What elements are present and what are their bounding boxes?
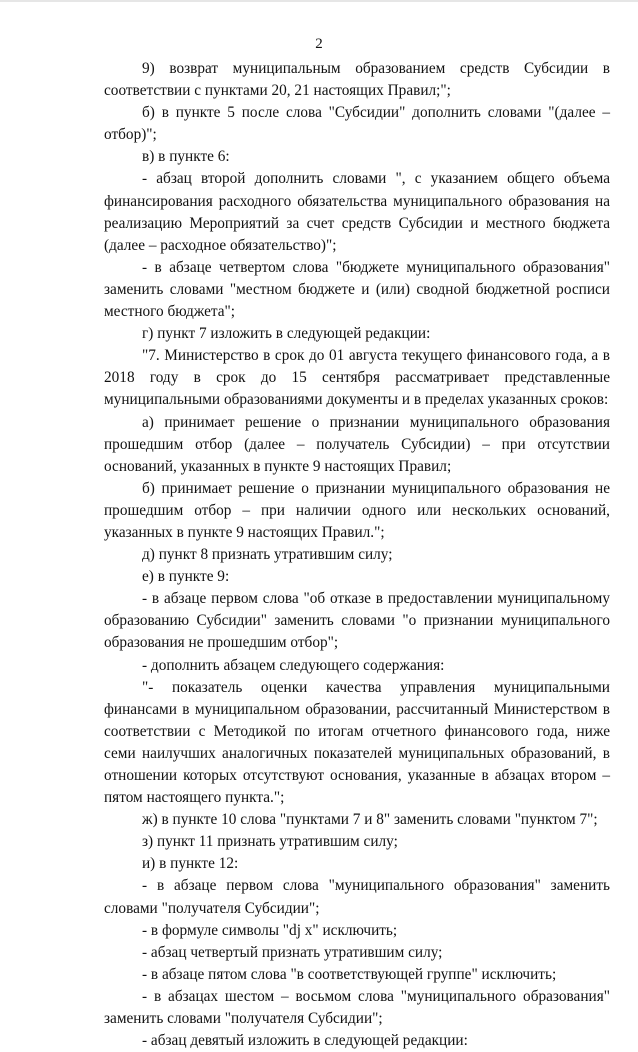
paragraph-point-9-new-abzac: "- показатель оценки качества управления муниципальными финансами в муниципальном образовании, рассчитанный Министерством в соответствии с Методикой по итогам отчетного финансового года, ниже семи наилучших аналогичных показателей муниципальных образований, в отношении которых отсутствуют основания, указанные в абзацах втором – пятом настоящего пункта."; (104, 678, 610, 807)
scan-edge-divider (0, 0, 638, 2)
paragraph-zh-point-10: ж) в пункте 10 слова "пунктами 7 и 8" заменить словами "пунктом 7"; (142, 811, 598, 829)
paragraph-point-12-abzac-9: - абзац девятый изложить в следующей редакции: (142, 1032, 468, 1050)
paragraph-point-6-abzac-2: - абзац второй дополнить словами ", с указанием общего объема финансирования расходного обязательства муниципального образования на реализацию Мероприятий за счет средств Субсидии и местного бюджета (далее – расходное обязательство)"; (104, 170, 610, 254)
paragraph-point-12-abzac-6-8: - в абзацах шестом – восьмом слова "муниципального образования" заменить словами "получателя Субсидии"; (104, 987, 610, 1028)
paragraph-point-9-abzac-1: - в абзаце первом слова "об отказе в предоставлении муниципальному образованию Субсидии" заменить словами "о признании муниципального образования не прошедшим отбор"; (104, 590, 610, 652)
paragraph-point-12-abzac-1: - в абзаце первом слова "муниципального образования" заменить словами "получателя Субсидии"; (104, 877, 610, 917)
paragraph-point-12-formula: - в формуле символы "dj x" исключить; (142, 921, 398, 939)
paragraph-e-point-9: е) в пункте 9: (142, 568, 230, 586)
paragraph-z-point-11: з) пункт 11 признать утратившим силу; (142, 833, 398, 851)
paragraph-point-6-abzac-4: - в абзаце четвертом слова "бюджете муниципального образования" заменить словами "местном бюджете и (или) сводной бюджетной росписи местного бюджета"; (104, 258, 610, 321)
paragraph-point-12-abzac-5: - в абзаце пятом слова "в соответствующей группе" исключить; (142, 965, 557, 983)
paragraph-point-7-b: б) принимает решение о признании муниципального образования не прошедшим отбор – при наличии одного или нескольких оснований, указанных в пункте 9 настоящих Правил."; (104, 479, 610, 541)
paragraph-point-7-a: а) принимает решение о признании муниципального образования прошедшим отбор (далее – получатель Субсидии) – при отсутствии оснований, указанных в пункте 9 настоящих Правил; (104, 413, 610, 475)
paragraph-g-point-7: г) пункт 7 изложить в следующей редакции: (142, 325, 431, 343)
paragraph-d-point-8: д) пункт 8 признать утратившим силу; (142, 546, 393, 564)
paragraph-v-point-6: в) в пункте 6: (142, 148, 230, 166)
paragraph-b-point-5: б) в пункте 5 после слова "Субсидии" дополнить словами "(далее – отбор)"; (104, 104, 610, 144)
paragraph-point-7-text: "7. Министерство в срок до 01 августа текущего финансового года, а в 2018 году в срок до 15 сентября рассматривает представленные муниципальными образованиями документы и в пределах указанных сроков: (104, 347, 610, 409)
paragraph-point-12-abzac-4: - абзац четвертый признать утратившим силу; (142, 943, 443, 961)
paragraph-item-9-return-subsidy: 9) возврат муниципальным образованием средств Субсидии в соответствии с пунктами 20, 21 настоящих Правил;"; (104, 60, 610, 100)
paragraph-i-point-12: и) в пункте 12: (142, 855, 239, 873)
paragraph-point-9-add: - дополнить абзацем следующего содержания: (142, 656, 445, 674)
document-body (104, 58, 610, 1052)
page-number: 2 (315, 36, 323, 52)
